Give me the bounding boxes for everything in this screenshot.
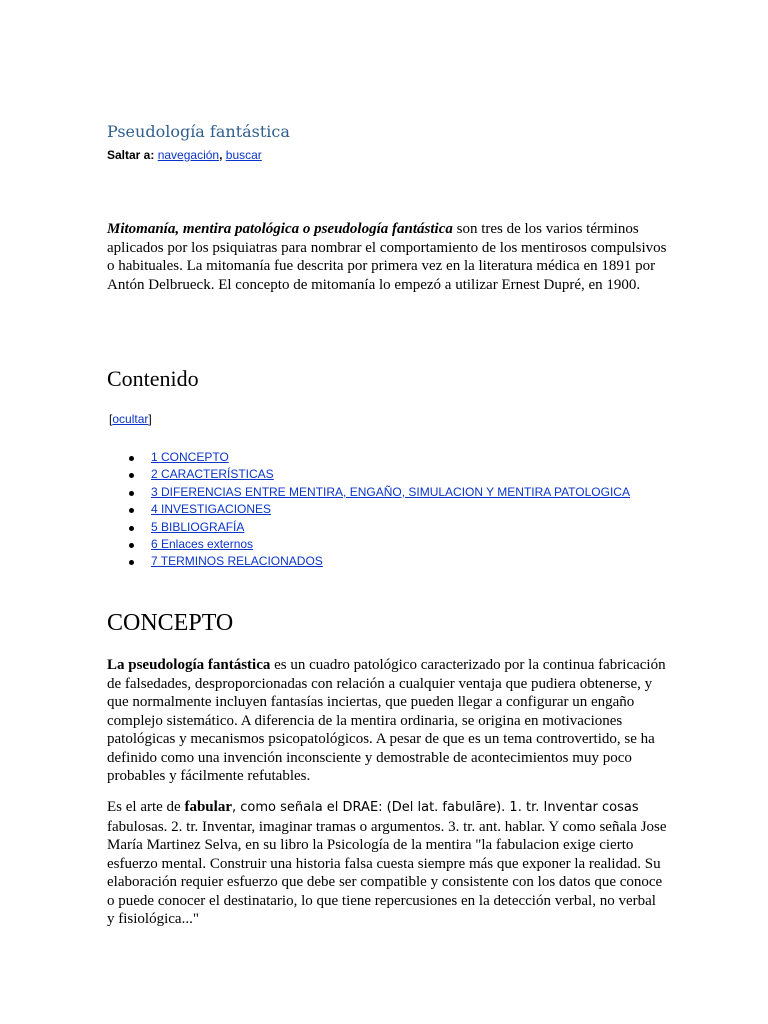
skip-links [107,148,262,162]
toggle-bracket-open: [ [109,412,113,426]
concepto-heading: CONCEPTO [107,610,234,636]
intro-paragraph [107,220,667,294]
concepto-p2-bold: fabular [184,799,232,815]
contents-heading: Contenido [107,366,199,391]
toc-item [129,501,630,518]
concepto-p2-text: fabulosas. 2. tr. Inventar, imaginar tramas o argumentos. 3. tr. ant. hablar. Y como señala Jose María Martinez Selva, en su libro la Psicología de la mentira "la fabulacion exige cierto esfuerzo mental. Construir una historia falsa cuesta siempre más que exponer la realidad. Su elaboración requier esfuerzo que debe ser compatible y consistente con los datos que conoce o puede conocer el destinatario, lo que tiene repercusiones en la detección verbal, no verbal y fisiológica..." [107,818,667,927]
toc-link-investigaciones[interactable]: 4 INVESTIGACIONES [151,502,272,517]
toc-link-concepto[interactable]: 1 CONCEPTO [151,450,229,464]
concepto-paragraph-1 [107,656,667,786]
concepto-p2-start: Es el arte de [107,799,185,815]
toc-item [129,519,630,536]
toc-item [129,536,630,553]
navigation-link[interactable]: navegación [157,148,220,162]
toc-link-diferencias[interactable]: 3 DIFERENCIAS ENTRE MENTIRA, ENGAÑO, SIMULACION Y MENTIRA PATOLOGICA [151,484,630,499]
concepto-p1-bold: La pseudología fantástica [107,657,271,673]
toc-link-enlaces[interactable]: 6 Enlaces externos [151,536,254,551]
toc-item [129,553,630,570]
table-of-contents [129,449,630,571]
page-title: Pseudología fantástica [107,122,290,141]
search-link[interactable]: buscar [225,148,262,162]
toc-toggle [109,412,152,426]
intro-text: son tres de los varios términos aplicados por los psiquiatras para nombrar el comportamiento de los mentirosos compulsivos o habituales. La mitomanía fue descrita por primera vez en la literatura médica en 1891 por Antón Delbrueck. El concepto de mitomanía lo empezó a utilizar Ernest Dupré, en 1900. [107,221,667,293]
skip-separator: , [219,148,226,162]
intro-bold-terms: Mitomanía, mentira patológica o pseudología fantástica [107,221,453,237]
skip-label: Saltar a: [107,148,158,162]
toc-item [129,484,630,501]
toc-link-caracteristicas[interactable]: 2 CARACTERÍSTICAS [151,467,274,482]
toc-link-terminos[interactable]: 7 TERMINOS RELACIONADOS [151,554,323,569]
concepto-p1-text: es un cuadro patológico caracterizado por la continua fabricación de falsedades, desproporcionadas con relación a cualquier ventaja que pudiera obtenerse, y que normalmente incluyen fantasías inciertas, que pueden llegar a configurar un engaño complejo sistemático. A diferencia de la mentira ordinaria, se origina en motivaciones patológicas y mecanismos psicopatológicos. A pesar de que es un tema controvertido, se ha definido como una invención inconsciente y demostrable de acontecimientos muy poco probables y fácilmente refutables. [107,657,666,784]
hide-toc-link[interactable]: ocultar [112,412,149,426]
toc-item [129,466,630,483]
toggle-bracket-close: ] [148,412,152,426]
toc-item [129,449,630,466]
drae-quote: , como señala el DRAE: (Del lat. fabulāre). 1. tr. Inventar cosas [231,800,639,815]
toc-link-bibliografia[interactable]: 5 BIBLIOGRAFÍA [151,519,245,534]
concepto-paragraph-2 [107,798,667,929]
